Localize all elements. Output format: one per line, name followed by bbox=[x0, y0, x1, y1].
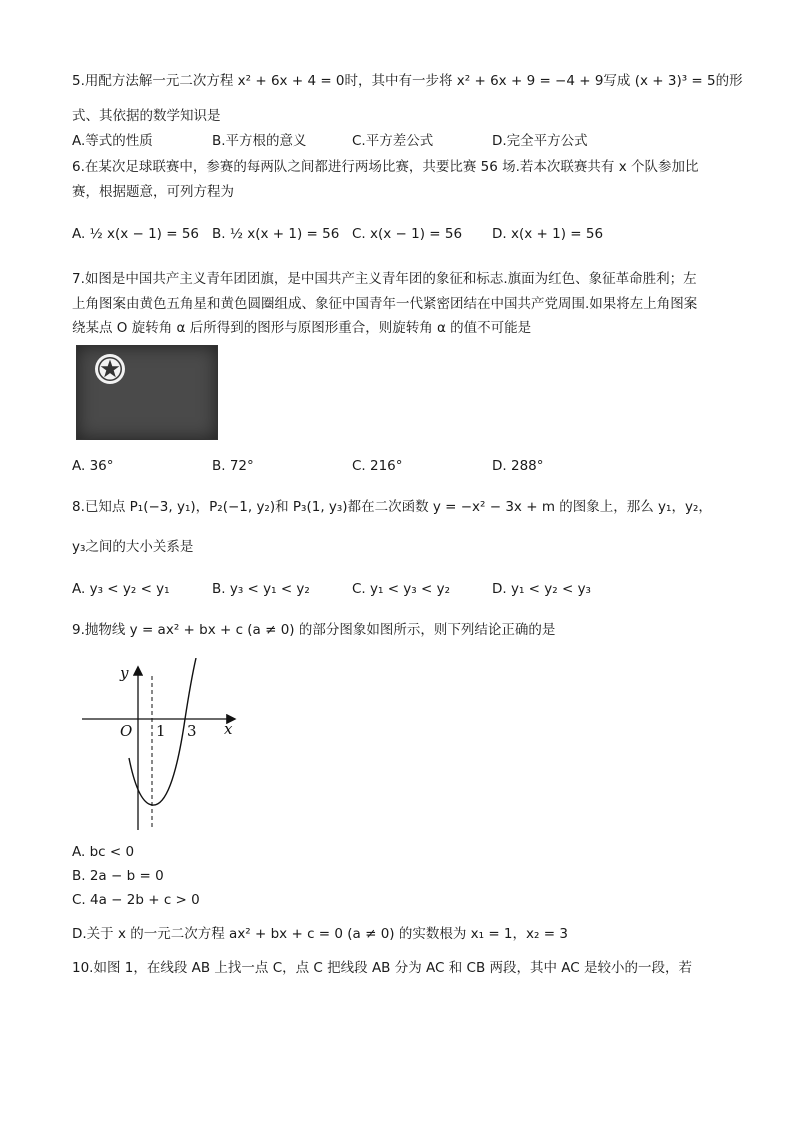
q8-option-a: A. y₃ < y₂ < y₁ bbox=[72, 581, 170, 597]
q8-option-d: D. y₁ < y₂ < y₃ bbox=[492, 581, 591, 597]
q6-option-a: A. ½ x(x − 1) = 56 bbox=[72, 226, 200, 242]
tick-label-3: 3 bbox=[187, 722, 197, 740]
q9-option-b: B. 2a − b = 0 bbox=[72, 868, 164, 884]
y-axis-label: y bbox=[120, 664, 129, 682]
q7-option-d: D. 288° bbox=[492, 458, 544, 474]
q7-stem-line1: 7.如图是中国共产主义青年团团旗，是中国共产主义青年团的象征和标志.旗面为红色、象征革命胜利；左 bbox=[72, 271, 697, 287]
x-axis-label: x bbox=[224, 720, 233, 738]
q7-stem-line2: 上角图案由黄色五角星和黄色圆圈组成、象征中国青年一代紧密团结在中国共产党周围.如果将左上角图案 bbox=[72, 296, 698, 312]
q5-stem-line2: 式、其依据的数学知识是 bbox=[72, 108, 221, 124]
youth-league-flag-image bbox=[76, 345, 218, 440]
q5-option-b: B.平方根的意义 bbox=[212, 133, 307, 149]
q5-option-a: A.等式的性质 bbox=[72, 133, 153, 149]
q8-stem-line1: 8.已知点 P₁(−3, y₁)，P₂(−1, y₂)和 P₃(1, y₃)都在二次函数 y = −x² − 3x + m 的图象上，那么 y₁，y₂， bbox=[72, 499, 712, 515]
q8-option-b: B. y₃ < y₁ < y₂ bbox=[212, 581, 310, 597]
q6-stem-line2: 赛，根据题意，可列方程为 bbox=[72, 184, 234, 200]
q7-option-a: A. 36° bbox=[72, 458, 114, 474]
q9-stem-line1: 9.抛物线 y = ax² + bx + c (a ≠ 0) 的部分图象如图所示，则下列结论正确的是 bbox=[72, 622, 556, 638]
q5-option-d: D.完全平方公式 bbox=[492, 133, 588, 149]
q5-stem-line1: 5.用配方法解一元二次方程 x² + 6x + 4 = 0时，其中有一步将 x² + 6x + 9 = −4 + 9写成 (x + 3)³ = 5的形 bbox=[72, 73, 743, 89]
q9-option-c: C. 4a − 2b + c > 0 bbox=[72, 892, 200, 908]
origin-label: O bbox=[120, 722, 133, 740]
parabola-graph bbox=[76, 658, 241, 833]
q6-stem-line1: 6.在某次足球联赛中，参赛的每两队之间都进行两场比赛，共要比赛 56 场.若本次联赛共有 x 个队参加比 bbox=[72, 159, 699, 175]
q6-option-d: D. x(x + 1) = 56 bbox=[492, 226, 604, 242]
q6-option-c: C. x(x − 1) = 56 bbox=[352, 226, 463, 242]
q9-option-d: D.关于 x 的一元二次方程 ax² + bx + c = 0 (a ≠ 0) 的实数根为 x₁ = 1，x₂ = 3 bbox=[72, 926, 568, 942]
q7-option-b: B. 72° bbox=[212, 458, 254, 474]
q10-stem-line1: 10.如图 1，在线段 AB 上找一点 C，点 C 把线段 AB 分为 AC 和 CB 两段，其中 AC 是较小的一段，若 bbox=[72, 960, 693, 976]
q7-stem-line3: 绕某点 O 旋转角 α 后所得到的图形与原图形重合，则旋转角 α 的值不可能是 bbox=[72, 320, 532, 336]
q6-option-b: B. ½ x(x + 1) = 56 bbox=[212, 226, 340, 242]
star-emblem-icon bbox=[93, 352, 127, 386]
q7-option-c: C. 216° bbox=[352, 458, 403, 474]
q8-option-c: C. y₁ < y₃ < y₂ bbox=[352, 581, 451, 597]
q8-stem-line2: y₃之间的大小关系是 bbox=[72, 539, 194, 555]
q5-option-c: C.平方差公式 bbox=[352, 133, 434, 149]
q9-option-a: A. bc < 0 bbox=[72, 844, 135, 860]
tick-label-1: 1 bbox=[156, 722, 166, 740]
